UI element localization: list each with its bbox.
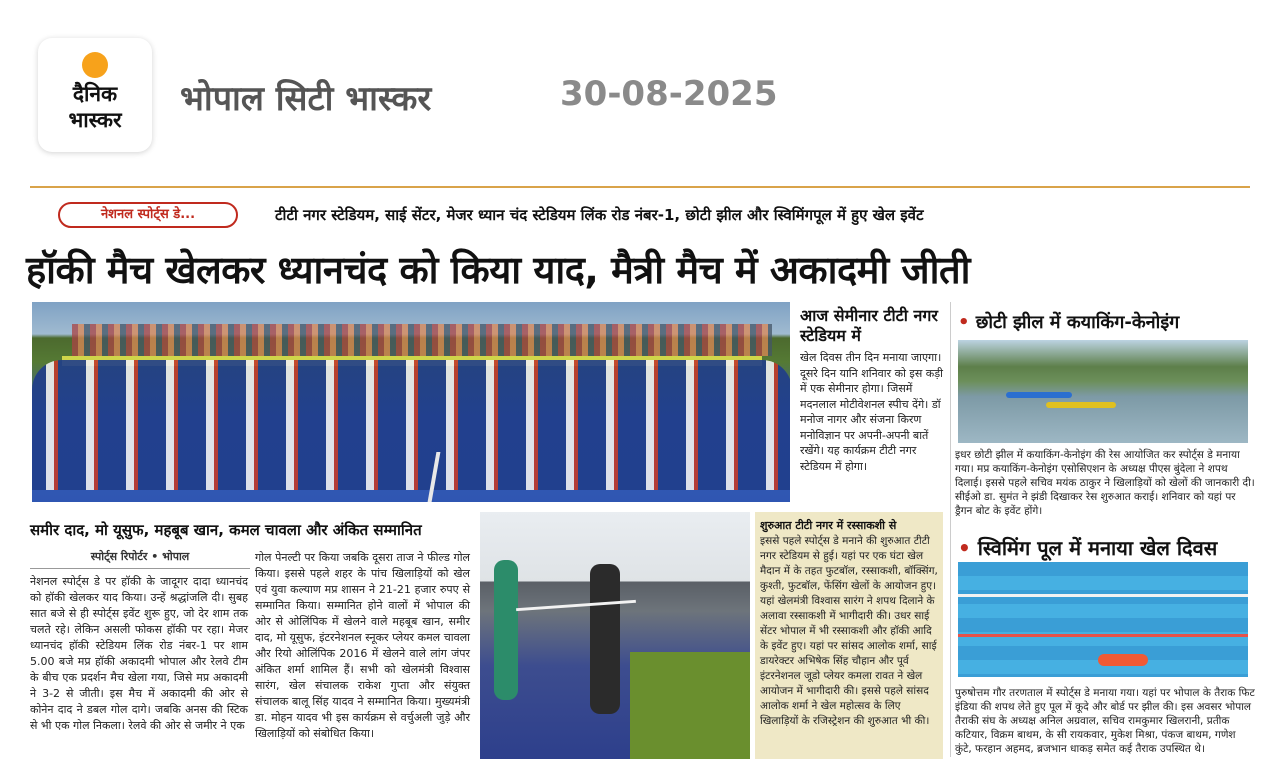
kayak-heading [958,310,1179,334]
honor-heading: समीर दाद, मो यूसुफ, महबूब खान, कमल चावला और अंकित सम्मानित [30,521,422,539]
edition-title: भोपाल सिटी भास्कर [180,79,432,119]
hockey-team-photo[interactable] [32,302,790,502]
lane-rope [958,594,1248,597]
tug-heading: शुरुआत टीटी नगर में रस्साकशी से [760,519,897,532]
article-column-2: गोल पेनल्टी पर किया जबकि दूसरा ताज ने फील्ड गोल किया। इससे पहले शहर के पांच खिलाड़ियों को खेल एवं युवा कल्याण मप्र शासन ने 21-21 हजार रुपए से सम्मानित किया। सम्मानित होने वालों में भोपाल की ओर से ओलिंपिक में खेलने वाले महबूब खान, समीर दाद, मो यूसुफ, इंटरनेशनल स्नूकर प्लेयर कमल चावला और रियो ओलिंपिक 2016 में खेलने वाले लांग जंपर अंकित शर्मा शामिल हैं। सभी को खेलमंत्री विश्वास सारंग, खेल संचालक राकेश गुप्ता और संयुक्त संचालक बालू सिंह यादव ने सम्मानित किया। मुख्यमंत्री डा. मोहन यादव भी इस कार्यक्रम से वर्चुअली जुड़े और खिलाड़ियों को संबोधित किया। [255,551,470,740]
bullet-icon: • [958,312,976,333]
byline-rule [30,568,250,569]
pool-heading-text: स्विमिंग पूल में मनाया खेल दिवस [977,536,1218,560]
swimming-pool-photo[interactable] [958,562,1248,677]
header-divider [30,186,1250,188]
kayak-boat [1046,402,1116,408]
pool-text: पुरुषोत्तम गौर तरणताल में स्पोर्ट्स डे मनाया गया। यहां पर भोपाल के तैराक फिट इंडिया की शपथ लेते हुए पूल में कूदे और बोर्ड पर झील की। इस अवसर भोपाल तैराकी संघ के अध्यक्ष अनिल अग्रवाल, सचिव रामकुमार खिलरानी, प्रतीक कटियार, विक्रम बाथम, के सी रायकवार, मुकेश मिश्रा, पंकज बाथम, गणेश कुंटे, फरहान अहमद, ब्रजभान धाकड़ समेत कई तैराक उपस्थित थे। [955,687,1255,755]
kayak-photo[interactable] [958,340,1248,443]
tug-text: इससे पहले स्पोर्ट्स डे मनाने की शुरुआत टीटी नगर स्टेडियम से हुई। यहां पर एक घंटा खेल मैदान में के तहत फुटबॉल, रस्साकशी, बॉक्सिंग, कुश्ती, फुटबॉल, फेंसिंग खेलों के आयोजन हुए। यहां खेलमंत्री विश्वास सारंग ने शपथ दिलाने के अलावा रस्साकशी में भागीदारी की। उधर साई सेंटर भोपाल में भी रस्साकशी और हॉकी आदि के इवेंट हुए। यहां पर सांसद आलोक शर्मा, साई डायरेक्टर अभिषेक सिंह चौहान और पूर्व इंटरनेशनल जूडो प्लेयर कमला रावत ने खेल आयोजन में भागीदारी की। इससे पहले सांसद आलोक शर्मा ने खेल महोत्सव के लिए खिलाड़ियों के रजिस्ट्रेशन की शुरुआत भी की। [760,535,938,727]
section-badge: नेशनल स्पोर्ट्स डे... [58,202,238,228]
reporter-byline: स्पोर्ट्स रिपोर्टर • भोपाल [90,550,190,563]
strap-line: टीटी नगर स्टेडियम, साई सेंटर, मेजर ध्यान चंद स्टेडियम लिंक रोड नंबर-1, छोटी झील और स्विमिंगपूल में हुए खेल इवेंट [275,206,924,224]
column-divider [950,302,951,757]
article-column-1: नेशनल स्पोर्ट्स डे पर हॉकी के जादूगर दादा ध्यानचंद को हॉकी खेलकर याद किया। उन्हें श्रद्धांजलि दी। सुबह सात बजे से ही स्पोर्ट्स इवेंट शुरू हुए, जो देर शाम तक चलते रहे। लेकिन असली फोकस हॉकी पर रहा। मेजर ध्यानचंद हॉकी स्टेडियम लिंक रोड नंबर-1 पर शाम 5.00 बजे मप्र हॉकी अकादमी भोपाल और रेलवे टीम के बीच एक प्रदर्शन मैच खेला गया, जिसे मप्र अकादमी ने 3-2 से जीती। इस मैच में अकादमी की ओर से कोनेन दाद ने डबल गोल दागे। जबकि अनस की स्टिक से भी एक गोल निकला। रेलवे की ओर से जमीर ने एक [30,575,248,732]
kickboard [1098,654,1148,666]
app-header [0,0,1280,190]
logo-text-line1: दैनिक [72,82,118,106]
kayak-boat [1006,392,1072,398]
team-group [32,360,790,490]
seminar-heading: आज सेमीनार टीटी नगर स्टेडियम में [800,306,938,345]
person-figure [590,564,620,714]
logo-text-line2: भास्कर [68,108,122,132]
seminar-text: खेल दिवस तीन दिन मनाया जाएगा। दूसरे दिन यानि शनिवार को इस कड़ी में एक सेमीनार होगा। जिसमें मदनलाल मोटीवेशनल स्पीच देंगे। डॉ मनोज नागर और संजना किरण मनोविज्ञान पर अपनी-अपनी बातें रखेंगे। यह कार्यक्रम टीटी नगर स्टेडियम में होगा। [800,351,943,473]
lane-rope [958,634,1248,637]
person-figure [494,560,518,700]
grass-area [630,652,750,759]
stadium-stand [72,324,772,356]
kayak-text: इधर छोटी झील में कयाकिंग-केनोइंग की रेस आयोजित कर स्पोर्ट्स डे मनाया गया। मप्र कयाकिंग-केनोइंग एसोसिएशन के अध्यक्ष पीएस बुंदेला ने शपथ दिलाई। इससे पहले सचिव मयंक ठाकुर ने खिलाड़ियों को खेलों की जानकारी दी। सीईओ डा. सुमंत ने झंडी दिखाकर रेस शुरुआत कराई। शनिवार को यहां पर ड्रैगन बोट के इवेंट होंगे। [955,449,1255,517]
logo-sun-icon [82,52,108,78]
tug-of-war-photo[interactable] [480,512,750,759]
kayak-heading-text: छोटी झील में कयाकिंग-केनोइंग [975,312,1180,333]
main-headline: हॉकी मैच खेलकर ध्यानचंद को किया याद, मैत्री मैच में अकादमी जीती [26,248,970,292]
edition-date: 30-08-2025 [560,74,778,114]
dainik-bhaskar-logo[interactable] [38,38,152,152]
bullet-icon: • [958,536,978,560]
pool-heading [958,534,1217,561]
